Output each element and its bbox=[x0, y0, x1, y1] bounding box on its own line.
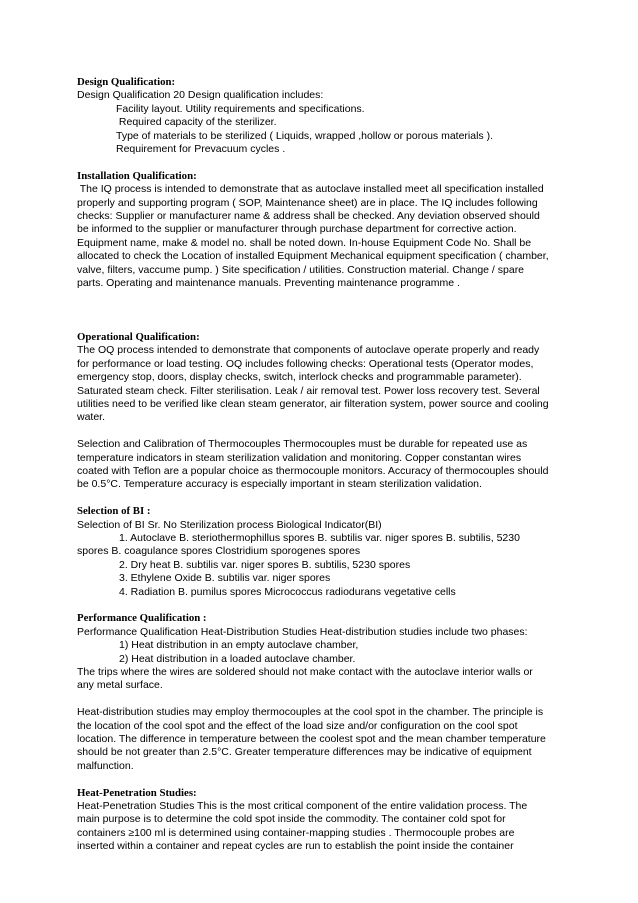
heat-distribution-line: Heat-distribution studies may employ thermocouples at the cool spot in the chamber. The principle is bbox=[77, 706, 544, 719]
operational-line: Saturated steam check. Filter sterilisation. Leak / air removal test. Power loss recovery test. Several bbox=[77, 384, 540, 397]
thermocouple-line: temperature indicators in steam sterilization validation and monitoring. Copper constantan wires bbox=[77, 451, 522, 464]
operational-line: emergency stop, doors, display checks, switch, interlock checks and programmable parameter). bbox=[77, 371, 522, 384]
design-item: Type of materials to be sterilized ( Liquids, wrapped ,hollow or porous materials ). bbox=[116, 129, 494, 142]
installation-line: The IQ process is intended to demonstrate that as autoclave installed meet all specification installed bbox=[77, 183, 544, 196]
bi-heading: Selection of BI : bbox=[77, 505, 151, 518]
operational-heading: Operational Qualification: bbox=[77, 330, 200, 343]
operational-line: utilities need to be verified like clean steam generator, air filteration system, power source and cooling bbox=[77, 397, 549, 410]
penetration-line: inserted within a container and repeat cycles are run to establish the point inside the container bbox=[77, 840, 514, 853]
penetration-line: main purpose is to determine the cold spot inside the commodity. The container cold spot for bbox=[77, 813, 506, 826]
performance-phase: 1) Heat distribution in an empty autoclave chamber, bbox=[119, 639, 359, 652]
thermocouple-line: be 0.5°C. Temperature accuracy is especially important in steam sterilization validation. bbox=[77, 478, 482, 491]
bi-item: 3. Ethylene Oxide B. subtilis var. niger spores bbox=[119, 572, 331, 585]
installation-line: valve, filters, vaccume pump. ) Site specification / utilities. Construction material. Change / spare bbox=[77, 263, 525, 276]
penetration-heading: Heat-Penetration Studies: bbox=[77, 786, 197, 799]
operational-line: for performance or load testing. OQ includes following checks: Operational tests (Operator modes, bbox=[77, 357, 534, 370]
bi-item-continued: spores B. coagulance spores Clostridium sporogenes spores bbox=[77, 545, 361, 558]
bi-intro: Selection of BI Sr. No Sterilization process Biological Indicator(BI) bbox=[77, 518, 382, 531]
design-item: Requirement for Prevacuum cycles . bbox=[116, 143, 286, 156]
bi-item: 1. Autoclave B. steriothermophillus spores B. subtilis var. niger spores B. subtilis, 5230 bbox=[119, 531, 520, 544]
thermocouple-line: Selection and Calibration of Thermocouples Thermocouples must be durable for repeated use as bbox=[77, 438, 528, 451]
design-item: Facility layout. Utility requirements and specifications. bbox=[116, 102, 365, 115]
performance-phase: 2) Heat distribution in a loaded autoclave chamber. bbox=[119, 652, 356, 665]
performance-line: any metal surface. bbox=[77, 679, 163, 692]
performance-heading: Performance Qualification : bbox=[77, 612, 207, 625]
design-item: Required capacity of the sterilizer. bbox=[116, 116, 277, 129]
performance-intro: Performance Qualification Heat-Distribution Studies Heat-distribution studies include two phases: bbox=[77, 625, 528, 638]
heat-distribution-line: malfunction. bbox=[77, 759, 134, 772]
installation-line: Equipment name, make & model no. shall be noted down. In-house Equipment Code No. Shall be bbox=[77, 236, 532, 249]
bi-item: 4. Radiation B. pumilus spores Micrococcus radiodurans vegetative cells bbox=[119, 585, 456, 598]
heat-distribution-line: the location of the cool spot and the effect of the load size and/or configuration on the cool spot bbox=[77, 719, 518, 732]
document-page bbox=[77, 76, 557, 854]
heat-distribution-line: should be not greater than 2.5°C. Greater temperature differences may be indicative of equipment bbox=[77, 746, 532, 759]
installation-line: be informed to the supplier or manufacturer through purchase department for corrective action. bbox=[77, 223, 517, 236]
installation-line: parts. Operating and maintenance manuals. Preventing maintenance programme . bbox=[77, 277, 460, 290]
penetration-line: containers ≥100 ml is determined using container-mapping studies . Thermocouple probes are bbox=[77, 826, 515, 839]
heat-distribution-line: location. The difference in temperature between the coolest spot and the mean chamber temperature bbox=[77, 733, 546, 745]
installation-line: allocated to check the Location of installed Equipment Mechanical equipment specification ( chamber, bbox=[77, 250, 549, 263]
operational-line: water. bbox=[77, 411, 106, 424]
installation-line: properly and supporting program ( SOP, Maintenance sheet) are in place. The IQ includes following bbox=[77, 196, 538, 209]
installation-heading: Installation Qualification: bbox=[77, 169, 197, 182]
bi-item: 2. Dry heat B. subtilis var. niger spores B. subtilis, 5230 spores bbox=[119, 558, 411, 571]
penetration-line: Heat-Penetration Studies This is the most critical component of the entire validation process. The bbox=[77, 800, 528, 813]
operational-line: The OQ process intended to demonstrate that components of autoclave operate properly and ready bbox=[77, 344, 540, 357]
thermocouple-line: coated with Teflon are a popular choice as thermocouple monitors. Accuracy of thermocouples should bbox=[77, 464, 549, 477]
design-heading: Design Qualification: bbox=[77, 76, 176, 88]
installation-line: checks: Supplier or manufacturer name & address shall be checked. Any deviation observed should bbox=[77, 210, 540, 223]
design-intro: Design Qualification 20 Design qualification includes: bbox=[77, 89, 324, 102]
performance-line: The trips where the wires are soldered should not make contact with the autoclave interior walls or bbox=[77, 665, 533, 678]
